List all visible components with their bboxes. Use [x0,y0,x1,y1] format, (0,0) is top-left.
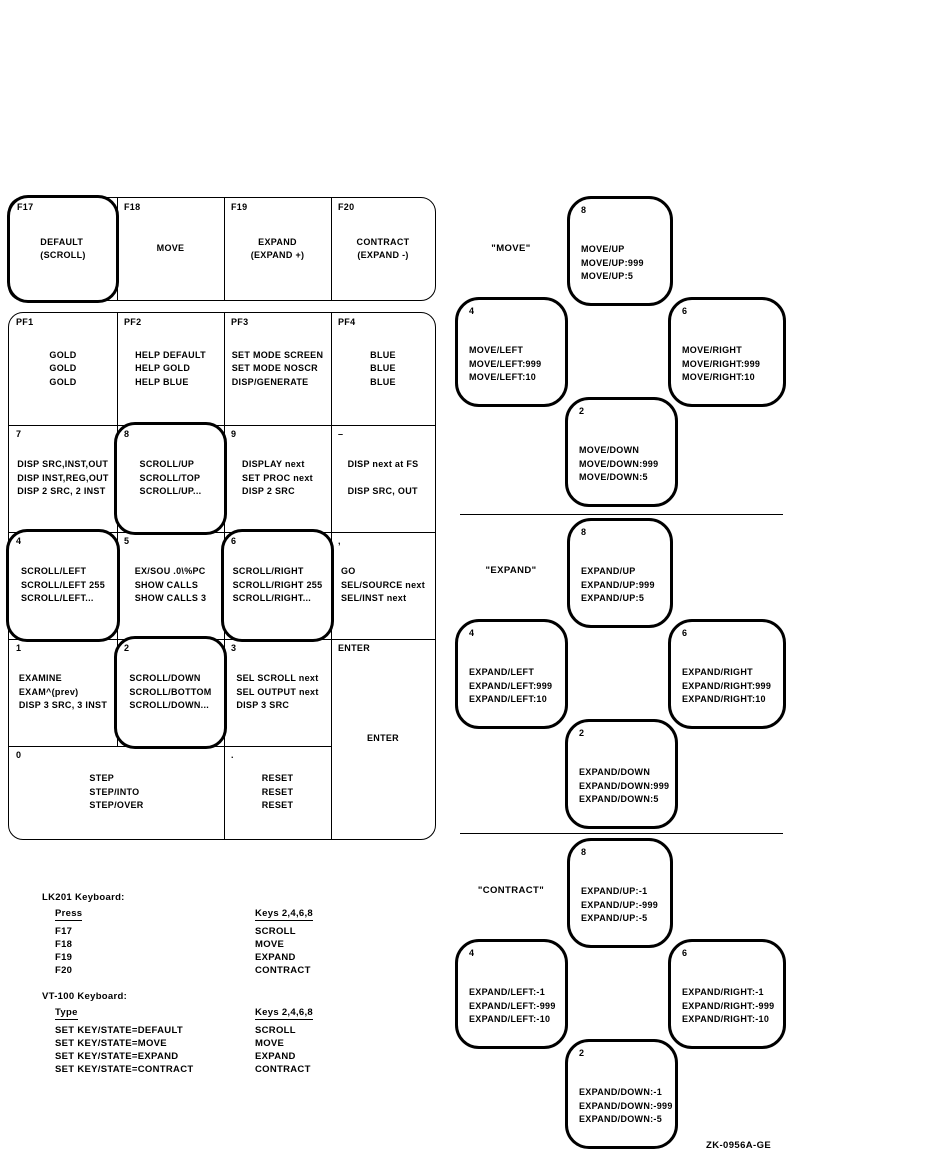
key-command-lines [469,344,541,385]
key-command-lines [581,243,644,284]
command-line: SCROLL/LEFT [20,566,87,577]
command-line: SET PROC next [242,472,313,483]
key-f20 [331,198,435,300]
table-keys-header: Keys 2,4,6,8 [255,1007,314,1018]
key-number-label: 4 [469,628,475,638]
command-line: HELP BLUE [135,376,189,387]
lk201-table [55,908,313,978]
command-line: SEL OUTPUT next [236,686,319,697]
cluster-move-key-8 [567,196,673,306]
table-keys-cell: CONTRACT [255,1064,311,1075]
command-line: MOVE/RIGHT:999 [682,358,761,369]
key-command-lines [19,672,107,713]
key-number-label: 6 [682,948,688,958]
table-action-cell: F18 [55,939,73,950]
key-command-lines [49,349,76,390]
key-command-lines [348,458,419,499]
command-line: DISP 2 SRC [242,486,295,497]
command-line: EXPAND/RIGHT [682,667,753,677]
command-line: HELP GOLD [135,363,191,374]
cluster-label-move: "MOVE" [491,243,531,254]
command-line: EXPAND/RIGHT:-10 [682,1014,770,1024]
command-line: SCROLL/TOP [139,472,201,483]
key-number-label: F18 [124,202,141,212]
command-line: BLUE [370,363,396,374]
command-line: MOVE/UP:999 [581,257,644,268]
command-line: EXPAND/UP:-1 [581,886,648,896]
key-f19 [224,198,331,300]
command-line: EXPAND/DOWN [579,767,651,777]
key-number-label: 8 [581,847,587,857]
command-line: (EXPAND +) [250,250,305,260]
function-key-block [8,197,436,301]
vt100-table [55,1007,313,1077]
key-command-lines [682,344,760,385]
key-command-lines [129,672,211,713]
cluster-contract-key-6 [668,939,786,1049]
command-line: EXPAND/DOWN:-999 [579,1100,673,1111]
key-number-label: 2 [579,406,585,416]
key-number-label: 6 [682,628,688,638]
command-line: SHOW CALLS [134,579,199,590]
cluster-expand-key-8 [567,518,673,628]
command-line: EXPAND/DOWN:5 [579,794,659,804]
key-command-lines [233,565,323,606]
key-number-label: 9 [231,429,237,439]
command-line: EXPAND/RIGHT:10 [682,694,766,704]
key-number-label: 6 [682,306,688,316]
cluster-expand-key-6 [668,619,786,729]
command-line: SEL/INST next [340,593,407,604]
command-line: EXPAND/UP [581,566,636,576]
command-line: EXPAND/UP:-5 [581,913,648,923]
command-line: STEP [89,773,115,784]
command-line: MOVE/UP:5 [581,271,634,281]
divider-expand-contract [460,833,783,834]
key- [224,746,331,839]
command-line: MOVE/LEFT [469,345,524,355]
key-number-label: F20 [338,202,355,212]
command-line: EXPAND/DOWN:-5 [579,1114,663,1124]
key-command-lines [469,666,552,707]
command-line: RESET [261,773,294,784]
command-line: EXPAND/LEFT:-999 [469,1000,556,1011]
key-number-label: 8 [581,527,587,537]
command-line: MOVE/LEFT:10 [469,372,537,382]
command-line: MOVE/RIGHT:10 [682,372,755,382]
key-command-lines [682,666,771,707]
command-line: SCROLL/UP [139,459,195,470]
key-number-label: 2 [124,643,130,653]
cluster-contract-key-8 [567,838,673,948]
key-9 [224,425,331,532]
key-command-lines [157,242,185,256]
key-command-lines [89,772,143,813]
lk201-title: LK201 Keyboard: [42,892,125,903]
key-f17 [7,195,119,303]
key-number-label: F17 [17,202,34,212]
key-f18 [117,198,224,300]
key-command-lines [581,885,658,926]
command-line: SCROLL/RIGHT... [232,593,312,604]
command-line: DISP SRC,INST,OUT [17,459,109,470]
key-command-lines [262,772,294,813]
table-action-cell: F17 [55,926,73,937]
key-0 [9,746,224,839]
command-line: SCROLL/RIGHT 255 [232,579,323,590]
command-line: ENTER [366,733,399,744]
key-number-label: 5 [124,536,130,546]
key- [331,425,435,532]
table-keys-cell: MOVE [255,1038,285,1049]
command-line: CONTRACT [356,236,410,247]
key-7 [9,425,117,532]
command-line: HELP DEFAULT [135,349,206,360]
key-command-lines [242,458,313,499]
table-keys-header: Keys 2,4,6,8 [255,908,314,919]
command-line: EXPAND/UP:-999 [581,899,659,910]
command-line: SET MODE SCREEN [231,349,324,360]
command-line: DISP/GENERATE [231,376,309,387]
command-line: DISP INST,REG,OUT [17,472,109,483]
command-line: MOVE/UP [581,244,625,254]
key-8 [114,422,227,535]
command-line: EXPAND/DOWN:999 [579,780,670,791]
key-number-label: 2 [579,728,585,738]
command-line [348,472,419,486]
command-line: SCROLL/BOTTOM [129,686,212,697]
command-line: DEFAULT [40,236,84,247]
command-line: EXPAND/LEFT [469,667,535,677]
key-number-label: , [338,536,341,546]
key-command-lines [579,766,669,807]
key-command-lines [579,1086,673,1127]
key-command-lines [581,565,655,606]
key-command-lines [232,349,324,390]
command-line: RESET [261,786,294,797]
cluster-contract-key-2 [565,1039,678,1149]
command-line: (SCROLL) [40,250,86,260]
command-line: DISPLAY next [242,459,305,470]
command-line: DISP SRC, OUT [347,486,418,497]
key-number-label: . [231,750,234,760]
key-number-label: 3 [231,643,237,653]
table-keys-cell: SCROLL [255,926,296,937]
cluster-label-contract: "CONTRACT" [477,885,545,896]
command-line: SCROLL/UP... [139,486,202,497]
key- [331,532,435,639]
command-line: DISP next at FS [347,459,419,470]
table-keys-cell: EXPAND [255,952,296,963]
key-number-label: 1 [16,643,22,653]
key-command-lines [17,458,108,499]
command-line: EX/SOU .0\%PC [134,566,206,577]
command-line: EXPAND/UP:999 [581,579,655,590]
vt100-title: VT-100 Keyboard: [42,991,128,1002]
key-number-label: 6 [231,536,237,546]
key-6 [221,529,334,642]
command-line: SCROLL/RIGHT [232,566,304,577]
key-1 [9,639,117,746]
key-number-label: PF2 [124,317,142,327]
key-pf1 [9,313,117,425]
command-line: MOVE/RIGHT [682,345,743,355]
table-keys-cell: SCROLL [255,1025,296,1036]
cluster-expand-key-2 [565,719,678,829]
table-action-header: Press [55,908,83,919]
command-line: MOVE/LEFT:999 [469,358,542,369]
command-line: EXAMINE [18,673,62,684]
command-line: DISP 3 SRC, 3 INST [18,700,108,711]
key-4 [6,529,120,642]
cluster-contract-key-4 [455,939,568,1049]
key-2 [114,636,227,749]
key-command-lines [251,236,305,263]
command-line: SCROLL/DOWN [129,673,201,684]
command-line: SEL SCROLL next [236,673,319,684]
command-line: MOVE/DOWN:5 [579,472,648,482]
key-command-lines [140,458,202,499]
command-line: BLUE [370,349,396,360]
key-pf2 [117,313,224,425]
key-command-lines [135,349,206,390]
command-line: SET MODE NOSCR [231,363,318,374]
command-line: EXAM^(prev) [18,686,79,697]
key-number-label: ENTER [338,643,371,653]
command-line: STEP/INTO [89,786,140,797]
key-command-lines [367,732,399,746]
key-number-label: 4 [469,948,475,958]
command-line: EXPAND/UP:5 [581,593,645,603]
table-action-cell: F20 [55,965,73,976]
key-pf4 [331,313,435,425]
command-line: RESET [261,800,294,811]
command-line: EXPAND/RIGHT:-1 [682,987,764,997]
command-line: DISP 2 SRC, 2 INST [17,486,106,497]
cluster-label-expand: "EXPAND" [485,565,537,576]
key-command-lines [682,986,774,1027]
command-line: GOLD [49,349,77,360]
key-number-label: PF1 [16,317,34,327]
command-line: BLUE [370,376,396,387]
command-line: EXPAND/RIGHT:-999 [682,1000,775,1011]
cluster-move-key-2 [565,397,678,507]
key-command-lines [579,444,658,485]
command-line: EXPAND/RIGHT:999 [682,680,772,691]
key-command-lines [236,672,318,713]
table-action-cell: SET KEY/STATE=MOVE [55,1038,167,1049]
key-number-label: 8 [581,205,587,215]
command-line: MOVE/DOWN [579,445,640,455]
key-3 [224,639,331,746]
cluster-move-key-6 [668,297,786,407]
key-number-label: 7 [16,429,22,439]
key-command-lines [341,565,425,606]
command-line: SEL/SOURCE next [340,579,425,590]
table-keys-cell: CONTRACT [255,965,311,976]
key-command-lines [135,565,207,606]
key-number-label: PF3 [231,317,249,327]
figure-id-label: ZK-0956A-GE [706,1140,772,1151]
numeric-keypad-block [8,312,436,840]
key-number-label: 4 [16,536,22,546]
command-line: EXPAND/LEFT:-10 [469,1014,551,1024]
command-line: SCROLL/LEFT 255 [20,579,105,590]
table-action-cell: SET KEY/STATE=EXPAND [55,1051,179,1062]
command-line: GOLD [49,363,77,374]
divider-move-expand [460,514,783,515]
key-5 [117,532,224,639]
key-number-label: 8 [124,429,130,439]
command-line: EXPAND/DOWN:-1 [579,1087,663,1097]
table-action-header: Type [55,1007,78,1018]
key-command-lines [40,236,85,263]
key-number-label: – [338,429,344,439]
command-line: SCROLL/DOWN... [129,700,210,711]
key-number-label: PF4 [338,317,356,327]
key-number-label: F19 [231,202,248,212]
key-pf3 [224,313,331,425]
command-line: SHOW CALLS 3 [134,593,207,604]
command-line: STEP/OVER [89,800,144,811]
table-action-cell: SET KEY/STATE=CONTRACT [55,1064,194,1075]
table-action-cell: F19 [55,952,73,963]
command-line: GO [340,566,356,577]
command-line: MOVE/DOWN:999 [579,458,659,469]
key-command-lines [370,349,396,390]
command-line: EXPAND/LEFT:10 [469,694,548,704]
table-keys-cell: EXPAND [255,1051,296,1062]
command-line: EXPAND [258,236,297,247]
command-line: DISP 3 SRC [236,700,290,711]
key-command-lines [469,986,556,1027]
command-line: MOVE [156,243,185,254]
cluster-expand-key-4 [455,619,568,729]
key-command-lines [357,236,410,263]
command-line: GOLD [49,376,77,387]
key-command-lines [21,565,105,606]
command-line: EXPAND/LEFT:-1 [469,987,546,997]
key-number-label: 4 [469,306,475,316]
command-line: SCROLL/LEFT... [20,593,94,604]
key-number-label: 2 [579,1048,585,1058]
command-line: (EXPAND -) [357,250,409,260]
cluster-move-key-4 [455,297,568,407]
command-line: EXPAND/LEFT:999 [469,680,553,691]
key-number-label: 0 [16,750,22,760]
key-enter [331,639,435,839]
table-action-cell: SET KEY/STATE=DEFAULT [55,1025,183,1036]
table-keys-cell: MOVE [255,939,285,950]
